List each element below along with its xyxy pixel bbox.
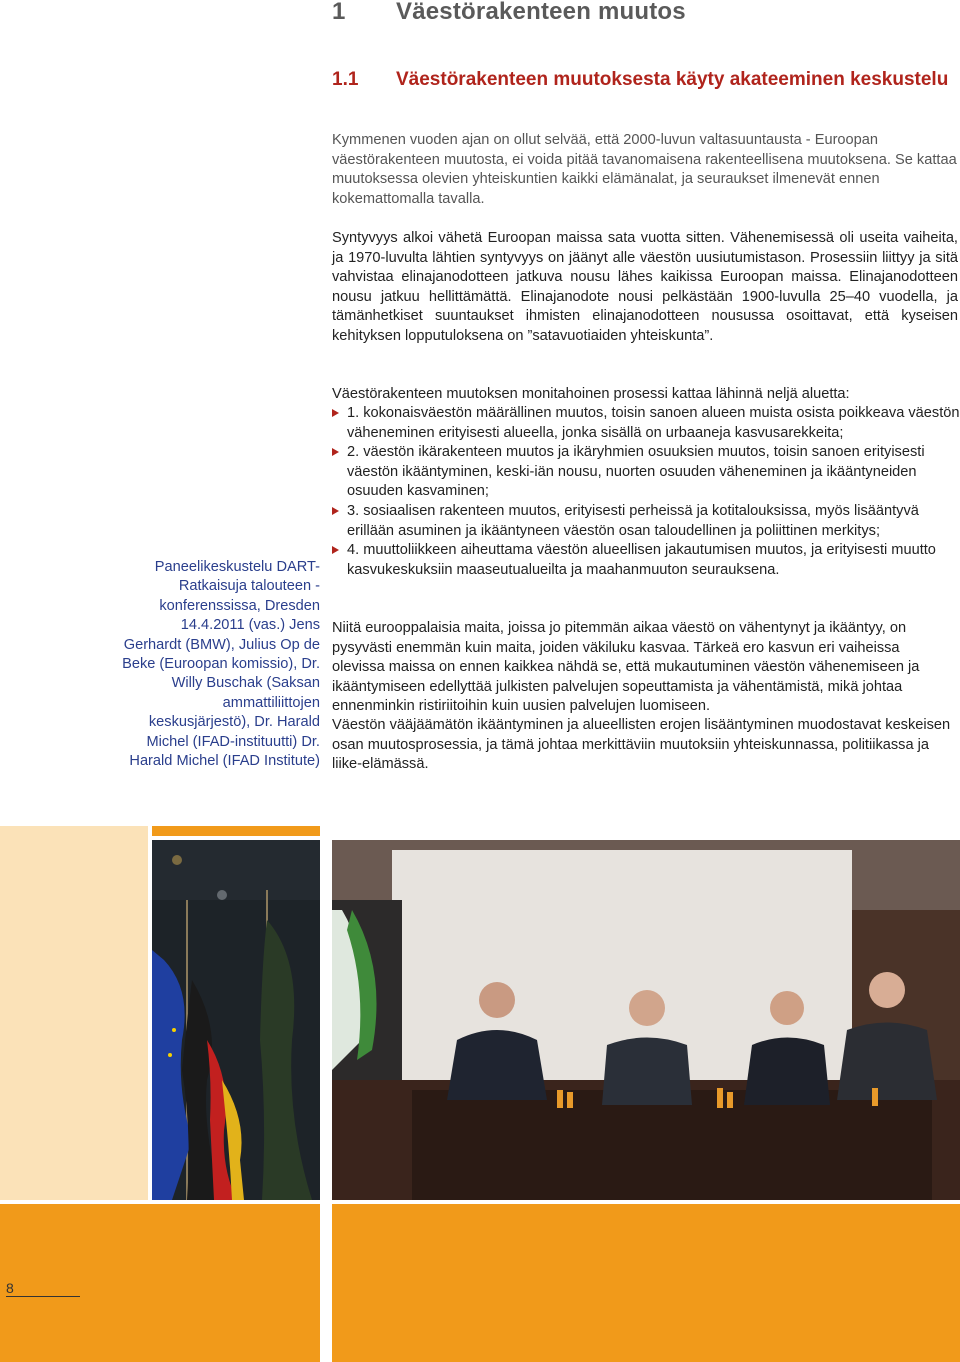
- list-item: 4. muuttoliikkeen aiheuttama väestön alueellisen jakautumisen muutos, ja erityisesti muutto kasvukeskuksiin maaseutualueilta ja maahanmuuton seurauksena.: [332, 541, 960, 580]
- aging-paragraph: Väestön vääjäämätön ikääntyminen ja alueellisten erojen lisääntyminen muodostavat keskeisen osan muutosprosessia, ja tämä johtaa merkittäviin muutoksiin yhteiskunnassa, politiikassa ja liike-elämässä.: [332, 717, 951, 773]
- orange-side-panel: [0, 826, 148, 1200]
- section-number: 1.1: [332, 69, 359, 90]
- birthrate-paragraph: Syntyvyys alkoi vähetä Euroopan maissa sata vuotta sitten. Vähenemisessä oli useita vaiheita, ja 1970-luvulta lähtien syntyvyys on jäänyt alle väestön uusiutumistason. Prosessiin liittyy ja sitä vahvistaa elinajanodotteen jatkuva nousu lähes kaikissa Euroopan maissa. Elinajanodotteen nousu jatkuu hellittämättä. Elinajanodote nousi pelkästään 1900-luvulla 25–40 vuodella, ja tämänhetkiset suuntaukset ihmisten elinajanodotteen nousussa osoittavat, että kyseisen kehityksen lopputuloksena on ”satavuotiaiden yhteiskunta”.: [332, 230, 958, 344]
- area-list: [332, 404, 960, 580]
- orange-band-top: [152, 826, 320, 836]
- chapter-number: 1: [332, 0, 346, 25]
- orange-block-bottom-right: [332, 1204, 960, 1362]
- photo-caption: Paneelikeskustelu DART-Ratkaisuja talouteen -konferenssissa, Dresden 14.4.2011 (vas.) Jens Gerhardt (BMW), Julius Op de Beke (Euroopan komissio), Dr. Willy Buschak (Saksan ammattiliittojen keskusjärjestö), Dr. Harald Michel (IFAD-instituutti) Dr. Harald Michel (IFAD Institute): [122, 559, 320, 770]
- intro-paragraph: Kymmenen vuoden ajan on ollut selvää, että 2000-luvun valtasuuntausta - Euroopan väestörakenteen muutosta, ei voida pitää tavanomaisena rakenteellisena muutoksena. Se kattaa muutoksessa olevien yhteiskuntien kaikki elämänalat, ja seuraukset ilmenevät ennen kokemattomalla tavalla.: [332, 132, 957, 207]
- panel-discussion-photo: [332, 840, 960, 1200]
- section-heading: [332, 70, 956, 90]
- page-number: 8: [6, 1280, 80, 1297]
- chapter-heading: [332, 0, 686, 26]
- bullet-arrow-icon: [332, 448, 339, 456]
- list-intro: Väestörakenteen muutoksen monitahoinen prosessi kattaa lähinnä neljä aluetta:: [332, 386, 850, 402]
- chapter-title: Väestörakenteen muutos: [396, 0, 686, 25]
- bullet-arrow-icon: [332, 507, 339, 515]
- countries-paragraph: Niitä eurooppalaisia maita, joissa jo pitemmän aikaa väestö on vähentynyt ja ikääntyy, on pysyvästi enemmän kuin maita, joiden väkiluku kasvaa. Tärkeä ero kasvun eri vaiheissa olevissa maissa on ennen kaikkea nähdä se, että mukautuminen väestön vähenemiseen ja ikääntymiseen edellyttää julkisten palvelujen sopeuttamista ja vähentämistä, mikä johtaa ennenminkin ristiriitoihin kuin uusien palvelujen luomiseen.: [332, 620, 920, 715]
- section-title: Väestörakenteen muutoksesta käyty akateeminen keskustelu: [396, 69, 949, 90]
- list-item: 1. kokonaisväestön määrällinen muutos, toisin sanoen alueen muista osista poikkeava väestön väheneminen erityisesti alueella, jonka sisällä on urbaaneja kasvusarekkeita;: [332, 404, 960, 443]
- flags-photo: [152, 840, 320, 1200]
- bullet-arrow-icon: [332, 546, 339, 554]
- list-item: 3. sosiaalisen rakenteen muutos, erityisesti perheissä ja kotitalouksissa, myös lisääntyvä erillään asuminen ja ikääntyneen väestön osan taloudellinen ja poliittinen merkitys;: [332, 502, 960, 541]
- bullet-arrow-icon: [332, 409, 339, 417]
- list-item: 2. väestön ikärakenteen muutos ja ikäryhmien osuuksien muutos, toisin sanoen erityisesti väestön ikääntyminen, keski-iän nousu, nuorten osuuden väheneminen ja ikääntyneiden osuuden kasvaminen;: [332, 443, 960, 502]
